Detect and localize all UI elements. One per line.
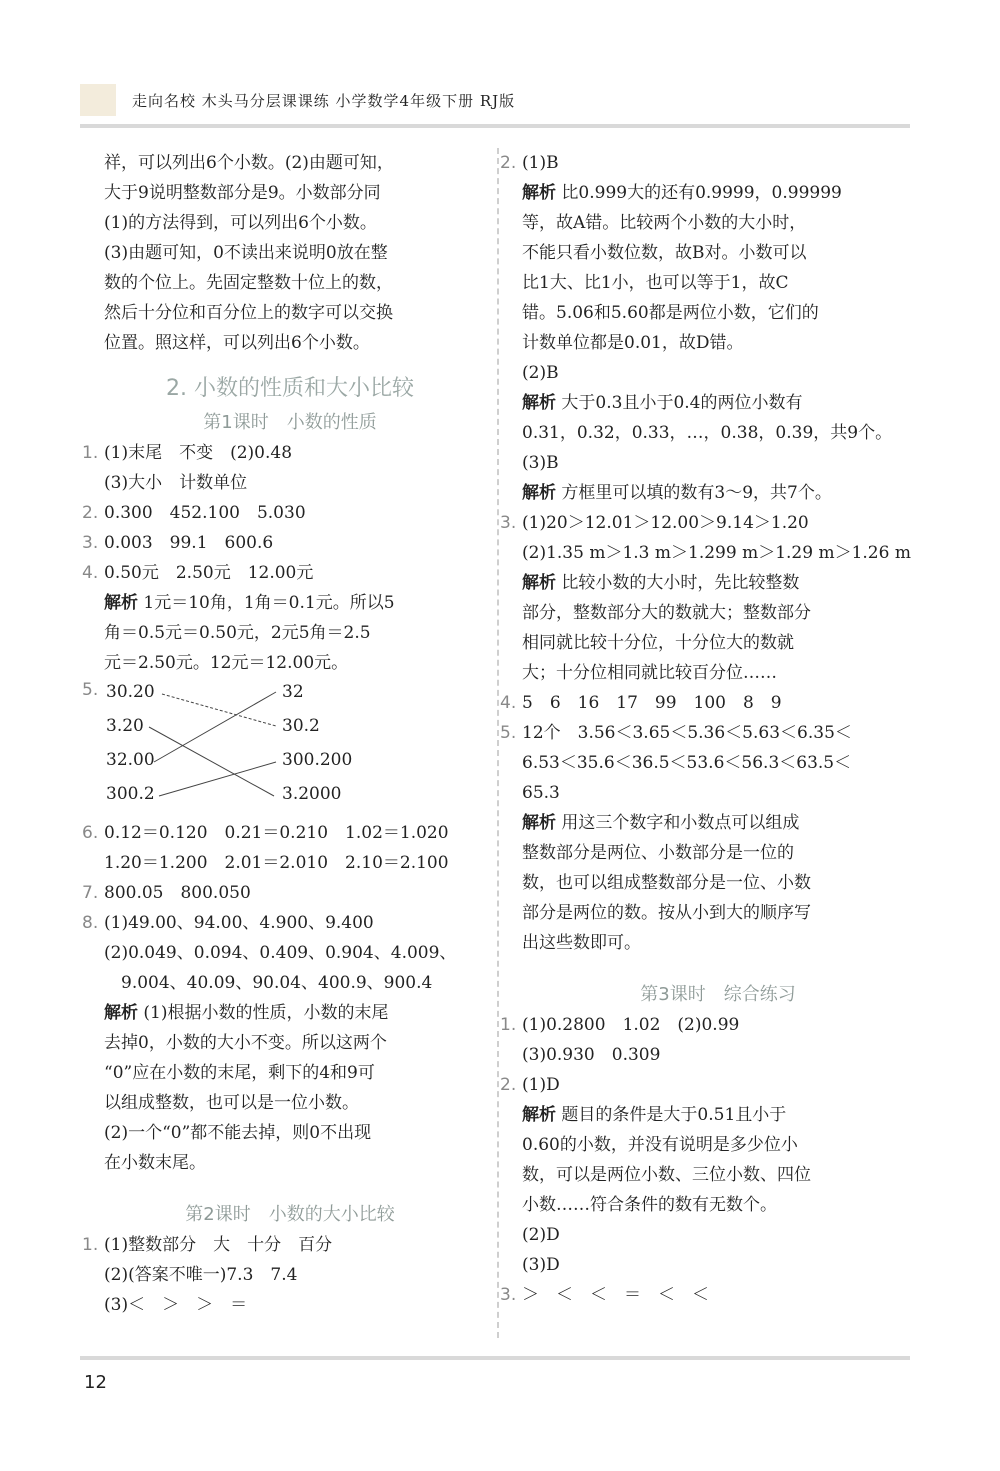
answer-line [82, 558, 476, 588]
text-line: 祥，可以列出6个小数。(2)由题可知， [104, 153, 394, 173]
answer-text: 大；十分位相同就比较百分位…… [522, 663, 777, 683]
answer-line [522, 1250, 914, 1280]
answer-line [104, 998, 476, 1028]
answer-line [522, 448, 914, 478]
question-number: 1. [82, 1235, 99, 1255]
answer-text: 0.60的小数，并没有说明是多少位小 [522, 1135, 798, 1155]
header-title: 走向名校 木头马分层课课练 小学数学4年级下册 RJ版 [132, 92, 516, 110]
answer-line [82, 498, 476, 528]
answer-line [104, 618, 476, 648]
answer-text: (1)末尾 不变 (2)0.48 [104, 443, 293, 463]
answer-line [104, 1290, 476, 1320]
question-number: 3. [500, 1285, 517, 1305]
text-line: (3)由题可知，0不读出来说明0放在整 [104, 243, 388, 263]
match-left-item: 3.20 [106, 716, 144, 736]
answer-text: 方框里可以填的数有3～9，共7个。 [556, 483, 832, 503]
answer-text: 0.300 452.100 5.030 [104, 503, 306, 523]
text-line: (1)的方法得到，可以列出6个小数。 [104, 213, 377, 233]
answer-line [522, 568, 914, 598]
answer-line [522, 838, 914, 868]
question-number: 2. [500, 153, 517, 173]
answer-text: 6.53＜35.6＜36.5＜53.6＜56.3＜63.5＜ [522, 753, 852, 773]
answer-text: 数，可以是两位小数、三位小数、四位 [522, 1165, 811, 1185]
text-line: 位置。照这样，可以列出6个小数。 [104, 333, 370, 353]
answer-text: 大于0.3且小于0.4的两位小数有 [556, 393, 803, 413]
answer-line [82, 818, 476, 848]
page-number: 12 [84, 1372, 107, 1393]
answer-line [104, 1088, 476, 1118]
lesson3-title: 第3课时 综合练习 [640, 984, 796, 1005]
question-number: 4. [500, 693, 517, 713]
answer-line [500, 148, 914, 178]
lesson1-answers-continued [82, 818, 476, 1178]
question-number: 5. [82, 680, 99, 700]
answer-text: 整数部分是两位、小数部分是一位的 [522, 843, 794, 863]
answer-line [104, 968, 476, 998]
answer-line [104, 938, 476, 968]
left-column [82, 148, 476, 1320]
answer-text: 0.31，0.32，0.33，…，0.38，0.39，共9个。 [522, 423, 893, 443]
answer-line [500, 1280, 914, 1310]
answer-line [522, 628, 914, 658]
answer-line [500, 718, 914, 748]
column-divider [497, 148, 499, 1338]
answer-line [522, 808, 914, 838]
answer-text: (3)大小 计数单位 [104, 473, 248, 493]
answer-text: 比1大、比1小，也可以等于1，故C [522, 273, 789, 293]
book-logo-icon [80, 84, 116, 116]
answer-text: 1元＝10角，1角＝0.1元。所以5 [138, 593, 395, 613]
answer-line [104, 1028, 476, 1058]
question-number: 4. [82, 563, 99, 583]
answer-text: (1)B [522, 153, 559, 173]
answer-line [522, 208, 914, 238]
answer-line [82, 438, 476, 468]
answer-line [522, 658, 914, 688]
answer-text: (2)1.35 m＞1.3 m＞1.299 m＞1.29 m＞1.26 m [522, 543, 911, 563]
answer-text: (2)0.049、0.094、0.409、0.904、4.009、 [104, 943, 457, 963]
answer-text: 题目的条件是大于0.51且小于 [556, 1105, 787, 1125]
answer-text: 去掉0，小数的大小不变。所以这两个 [104, 1033, 387, 1053]
answer-text: (3)B [522, 453, 559, 473]
right-answers [500, 148, 914, 958]
question-number: 5. [500, 723, 517, 743]
intro-text [104, 148, 476, 358]
matching-question [82, 678, 476, 818]
answer-text: (1)0.2800 1.02 (2)0.99 [522, 1015, 740, 1035]
answer-text: 65.3 [522, 783, 560, 803]
answer-text: 比0.999大的还有0.9999，0.99999 [556, 183, 842, 203]
answer-line [522, 418, 914, 448]
analysis-label: 解析 [522, 393, 556, 413]
answer-line [82, 878, 476, 908]
answer-text: 出这些数即可。 [522, 933, 641, 953]
footer-divider [80, 1356, 910, 1360]
answer-text: (1)49.00、94.00、4.900、9.400 [104, 913, 374, 933]
answer-line [522, 358, 914, 388]
answer-line [522, 598, 914, 628]
analysis-label: 解析 [522, 813, 556, 833]
answer-text: (2)B [522, 363, 559, 383]
answer-text: 用这三个数字和小数点可以组成 [556, 813, 800, 833]
answer-text: 数，也可以组成整数部分是一位、小数 [522, 873, 811, 893]
answer-line [82, 1230, 476, 1260]
answer-text: 9.004、40.09、90.04、400.9、900.4 [104, 973, 433, 993]
question-number: 3. [82, 533, 99, 553]
match-right-item: 3.2000 [282, 784, 342, 804]
match-right-item: 300.200 [282, 750, 353, 770]
answer-line [522, 928, 914, 958]
match-left-item: 30.20 [106, 682, 155, 702]
analysis-label: 解析 [522, 183, 556, 203]
analysis-label: 解析 [522, 1105, 556, 1125]
lesson2-answers [82, 1230, 476, 1320]
answer-line [522, 268, 914, 298]
answer-text: (3)＜ ＞ ＞ ＝ [104, 1295, 248, 1315]
answer-text: (3)D [522, 1255, 560, 1275]
match-right-item: 30.2 [282, 716, 320, 736]
answer-line [104, 1118, 476, 1148]
answer-line [522, 898, 914, 928]
answer-line [82, 528, 476, 558]
analysis-label: 解析 [522, 483, 556, 503]
page-header [80, 80, 910, 124]
lesson2-title: 第2课时 小数的大小比较 [185, 1204, 395, 1225]
answer-line [522, 328, 914, 358]
answer-text: 部分，整数部分大的数就大；整数部分 [522, 603, 811, 623]
answer-line [522, 1040, 914, 1070]
analysis-label: 解析 [104, 1003, 138, 1023]
answer-line [104, 468, 476, 498]
answer-text: 5 6 16 17 99 100 8 9 [522, 693, 782, 713]
answer-line [522, 388, 914, 418]
answer-line [500, 1070, 914, 1100]
answer-text: 800.05 800.050 [104, 883, 251, 903]
answer-text: 计数单位都是0.01，故D错。 [522, 333, 744, 353]
lesson1-answers [82, 438, 476, 678]
answer-line [104, 648, 476, 678]
match-left-item: 300.2 [106, 784, 155, 804]
answer-text: 0.003 99.1 600.6 [104, 533, 274, 553]
answer-line [104, 1148, 476, 1178]
answer-line [522, 178, 914, 208]
answer-text: 错。5.06和5.60都是两位小数，它们的 [522, 303, 819, 323]
analysis-label: 解析 [522, 573, 556, 593]
answer-text: 不能只看小数位数，故B对。小数可以 [522, 243, 807, 263]
answer-line [522, 538, 914, 568]
answer-line [522, 298, 914, 328]
answer-text: 小数……符合条件的数有无数个。 [522, 1195, 777, 1215]
answer-line [104, 1260, 476, 1290]
answer-text: (2)一个“0”都不能去掉，则0不出现 [104, 1123, 372, 1143]
answer-text: 比较小数的大小时，先比较整数 [556, 573, 800, 593]
answer-text: ＞ ＜ ＜ ＝ ＜ ＜ [522, 1285, 709, 1305]
answer-text: 角＝0.5元＝0.50元，2元5角＝2.5 [104, 623, 371, 643]
match-left-item: 32.00 [106, 750, 155, 770]
analysis-label: 解析 [104, 593, 138, 613]
text-line: 数的个位上。先固定整数十位上的数， [104, 273, 393, 293]
answer-text: 相同就比较十分位，十分位大的数就 [522, 633, 794, 653]
answer-line [522, 238, 914, 268]
answer-line [522, 868, 914, 898]
lesson1-title: 第1课时 小数的性质 [203, 412, 377, 433]
answer-text: (1)20＞12.01＞12.00＞9.14＞1.20 [522, 513, 809, 533]
header-divider [80, 124, 910, 128]
answer-text: “0”应在小数的末尾，剩下的4和9可 [104, 1063, 375, 1083]
answer-line [522, 748, 914, 778]
answer-line [104, 848, 476, 878]
answer-text: 1.20＝1.200 2.01＝2.010 2.10＝2.100 [104, 853, 449, 873]
lesson3-answers [500, 1010, 914, 1310]
answer-text: 元＝2.50元。12元＝12.00元。 [104, 653, 349, 673]
question-number: 8. [82, 913, 99, 933]
answer-line [522, 1220, 914, 1250]
answer-line [522, 478, 914, 508]
question-number: 1. [82, 443, 99, 463]
answer-line [500, 688, 914, 718]
answer-text: (1)D [522, 1075, 560, 1095]
section-title: 2. 小数的性质和大小比较 [166, 376, 414, 401]
answer-line [522, 1190, 914, 1220]
answer-line [500, 1010, 914, 1040]
answer-text: (2)(答案不唯一)7.3 7.4 [104, 1265, 298, 1285]
question-number: 7. [82, 883, 99, 903]
answer-text: (2)D [522, 1225, 560, 1245]
answer-text: 在小数末尾。 [104, 1153, 206, 1173]
question-number: 2. [500, 1075, 517, 1095]
text-line: 然后十分位和百分位上的数字可以交换 [104, 303, 393, 323]
answer-line [522, 778, 914, 808]
question-number: 2. [82, 503, 99, 523]
right-column [500, 148, 914, 1310]
answer-text: 12个 3.56＜3.65＜5.36＜5.63＜6.35＜ [522, 723, 852, 743]
answer-text: (3)0.930 0.309 [522, 1045, 661, 1065]
question-number: 1. [500, 1015, 517, 1035]
question-number: 3. [500, 513, 517, 533]
answer-text: 部分是两位的数。按从小到大的顺序写 [522, 903, 811, 923]
answer-line [522, 1100, 914, 1130]
question-number: 6. [82, 823, 99, 843]
match-right-item: 32 [282, 682, 304, 702]
text-line: 大于9说明整数部分是9。小数部分同 [104, 183, 381, 203]
answer-text: (1)整数部分 大 十分 百分 [104, 1235, 333, 1255]
answer-line [104, 1058, 476, 1088]
answer-line [522, 1130, 914, 1160]
answer-line [82, 908, 476, 938]
answer-line [522, 1160, 914, 1190]
answer-line [500, 508, 914, 538]
answer-text: 0.50元 2.50元 12.00元 [104, 563, 314, 583]
answer-line [104, 588, 476, 618]
answer-text: 等，故A错。比较两个小数的大小时， [522, 213, 807, 233]
answer-text: 以组成整数，也可以是一位小数。 [104, 1093, 359, 1113]
answer-text: 0.12＝0.120 0.21＝0.210 1.02＝1.020 [104, 823, 449, 843]
answer-text: (1)根据小数的性质，小数的末尾 [138, 1003, 389, 1023]
